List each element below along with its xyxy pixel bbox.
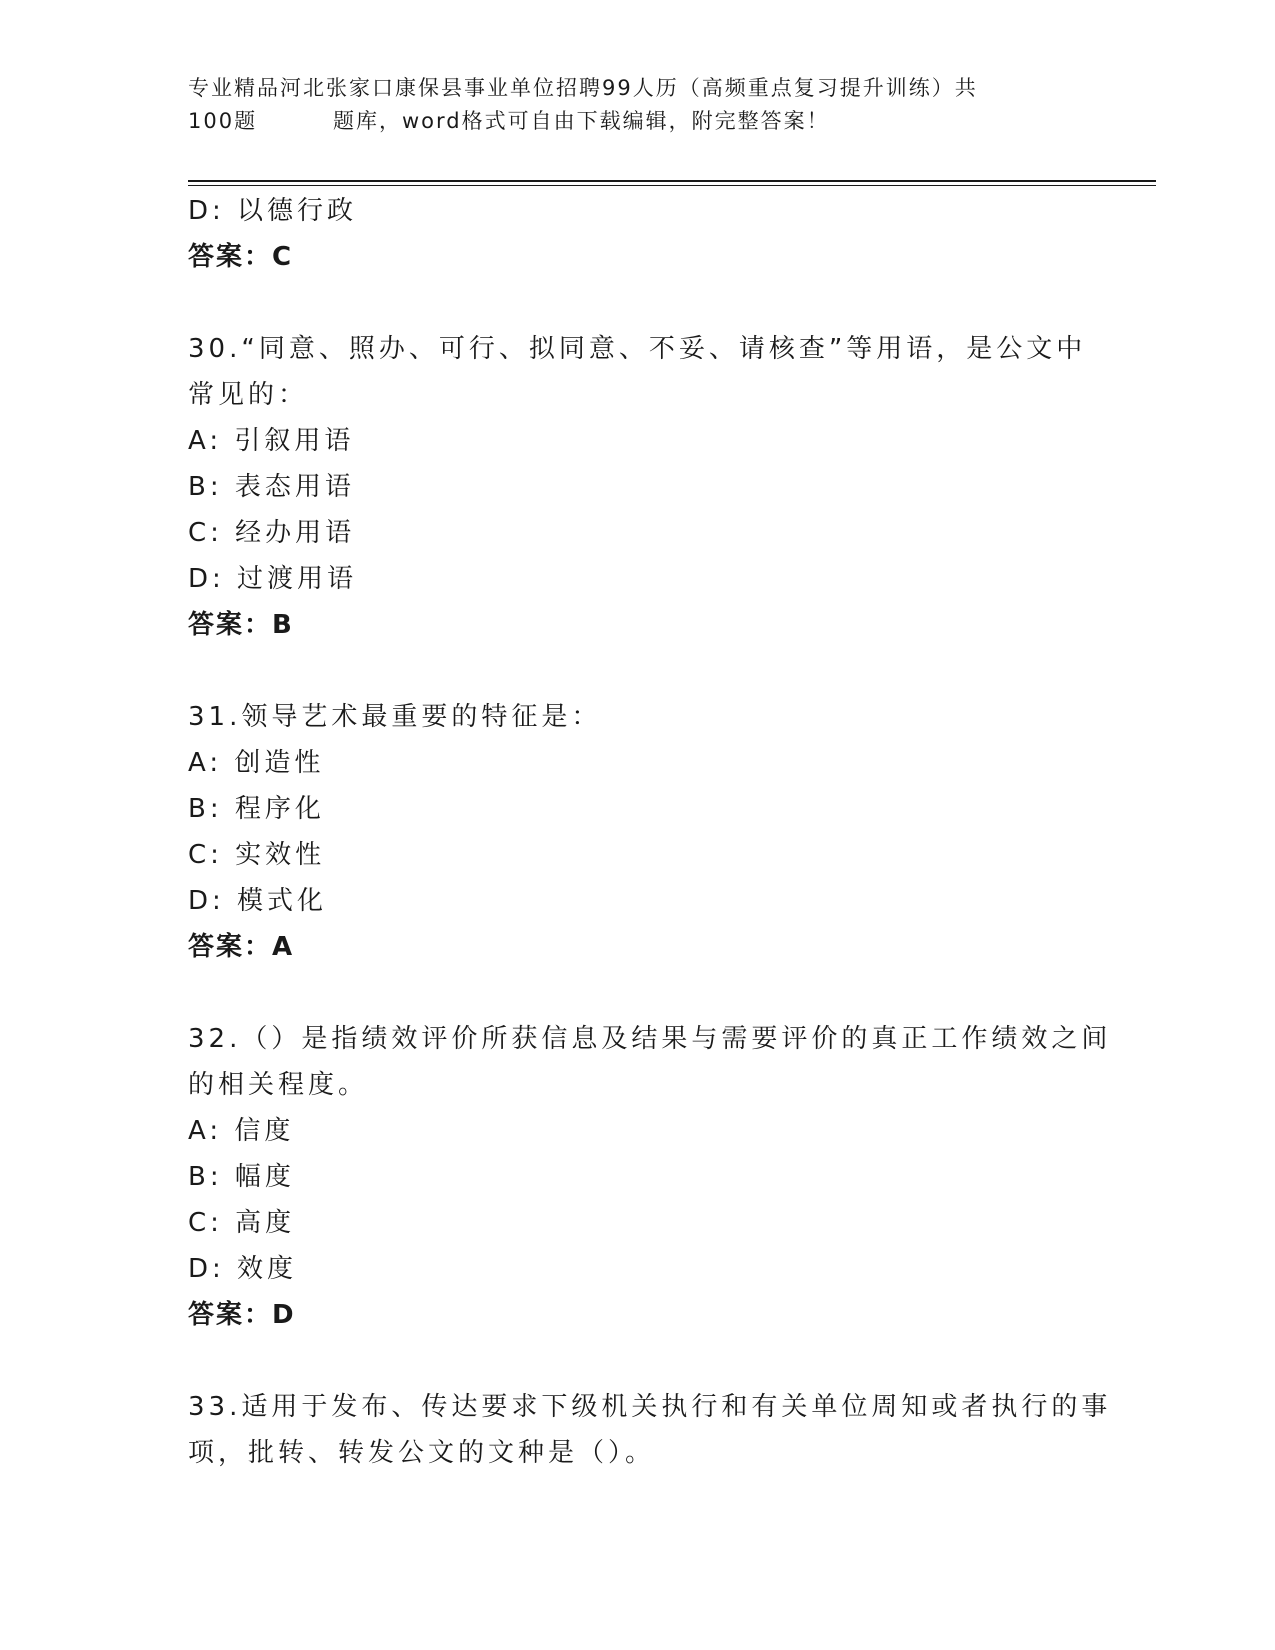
- option-c: C: 高度: [188, 1208, 296, 1238]
- page-header: [188, 72, 1088, 138]
- option-a: A: 创造性: [188, 748, 325, 778]
- answer-line: 答案：D: [188, 1300, 296, 1330]
- option-b: B: 幅度: [188, 1162, 295, 1192]
- spacer: [188, 1338, 1088, 1384]
- question-stem-continued: 常见的：: [188, 380, 309, 410]
- header-title-line2: [188, 105, 1088, 138]
- option-b: B: 程序化: [188, 794, 325, 824]
- question-stem: 33.适用于发布、传达要求下级机关执行和有关单位周知或者执行的事: [188, 1392, 1112, 1422]
- option-b: B: 表态用语: [188, 472, 355, 502]
- question-stem: 31.领导艺术最重要的特征是：: [188, 702, 602, 732]
- question-33: [188, 1384, 1112, 1476]
- question-32: [188, 1016, 1112, 1338]
- option-a: A: 引叙用语: [188, 426, 355, 456]
- question-stem-continued: 的相关程度。: [188, 1070, 369, 1100]
- question-stem: 30.“同意、照办、可行、拟同意、不妥、请核查”等用语，是公文中: [188, 334, 1087, 364]
- question-stem: 32.（）是指绩效评价所获信息及结果与需要评价的真正工作绩效之间: [188, 1024, 1112, 1054]
- spacer: [188, 648, 1088, 694]
- header-title-rest: 题库，word格式可自由下载编辑，附完整答案！: [333, 109, 830, 133]
- spacer: [188, 970, 1088, 1016]
- question-30: [188, 326, 1088, 648]
- question-stem-continued: 项，批转、转发公文的文种是（）。: [188, 1438, 656, 1468]
- header-question-count: 100题: [188, 109, 258, 133]
- option-c: C: 实效性: [188, 840, 326, 870]
- answer-line: 答案：B: [188, 610, 294, 640]
- question-31: [188, 694, 1088, 970]
- question-content: [188, 188, 1112, 1476]
- option-d: D: 过渡用语: [188, 564, 358, 594]
- option-d: D: 模式化: [188, 886, 328, 916]
- header-title-line1: 专业精品河北张家口康保县事业单位招聘99人历（高频重点复习提升训练）共: [188, 76, 978, 100]
- option-d: D: 效度: [188, 1254, 298, 1284]
- option-c: C: 经办用语: [188, 518, 356, 548]
- answer-line: 答案：A: [188, 932, 295, 962]
- spacer: [188, 280, 1088, 326]
- option-a: A: 信度: [188, 1116, 295, 1146]
- carry-over-block: [188, 188, 1088, 280]
- answer-line: 答案：C: [188, 242, 294, 272]
- header-divider-thick: [188, 180, 1156, 182]
- header-divider-thin: [188, 185, 1156, 186]
- option-d: D: 以德行政: [188, 196, 358, 226]
